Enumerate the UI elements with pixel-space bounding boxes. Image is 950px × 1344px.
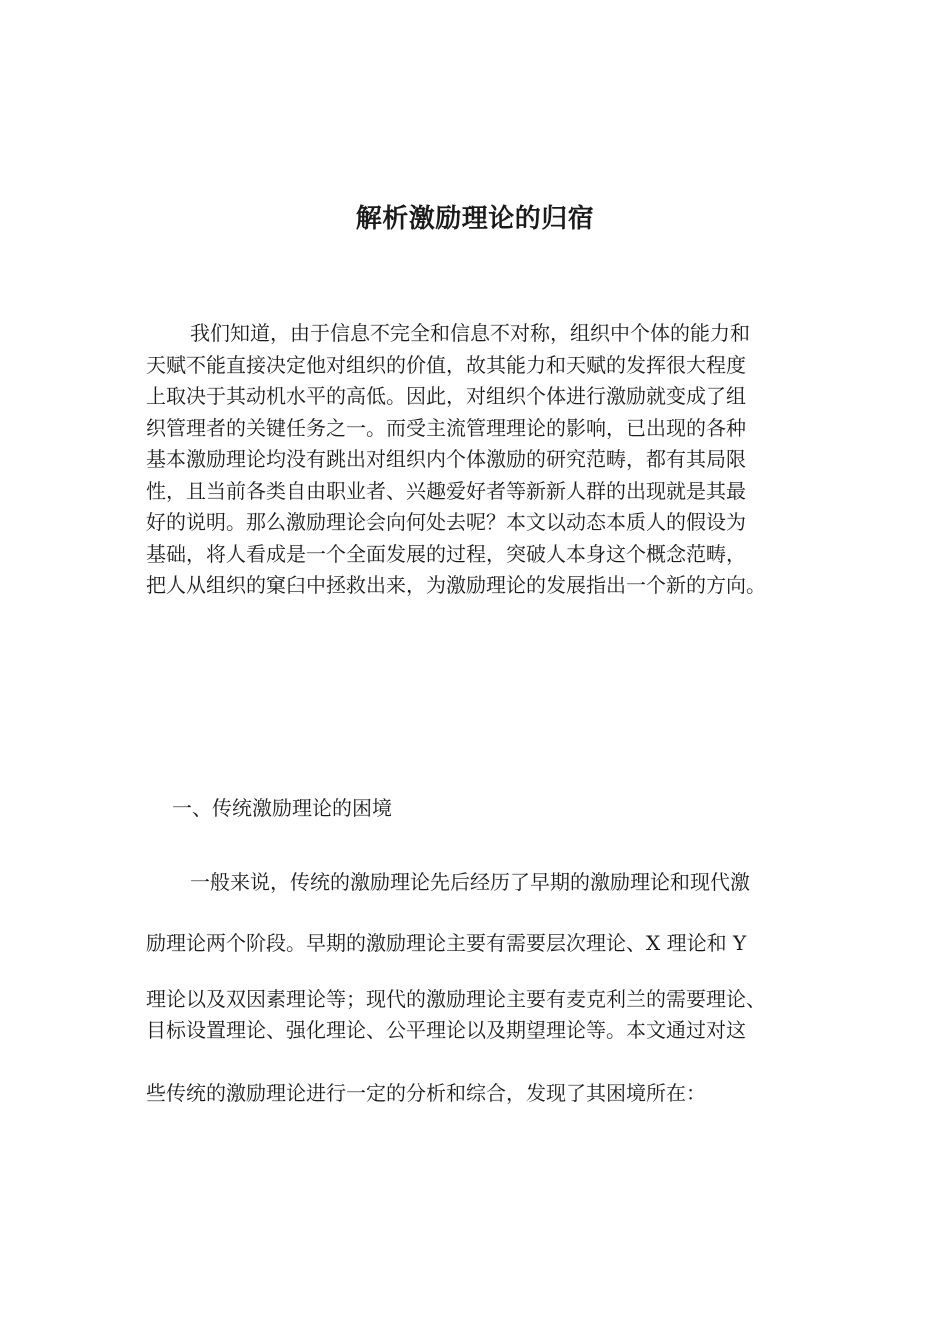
document-title: 解析激励理论的归宿 xyxy=(355,204,595,234)
section-heading: 一、传统激励理论的困境 xyxy=(172,796,392,820)
section-paragraph-line: 理论以及双因素理论等；现代的激励理论主要有麦克利兰的需要理论、 xyxy=(146,987,766,1011)
intro-line: 基础，将人看成是一个全面发展的过程，突破人本身这个概念范畴， xyxy=(146,541,746,566)
section-paragraph-line: 一般来说，传统的激励理论先后经历了早期的激励理论和现代激 xyxy=(190,870,750,894)
intro-line: 把人从组织的窠臼中拯救出来，为激励理论的发展指出一个新的方向。 xyxy=(146,573,766,597)
intro-line: 好的说明。那么激励理论会向何处去呢？本文以动态本质人的假设为 xyxy=(146,510,746,534)
intro-line: 性，且当前各类自由职业者、兴趣爱好者等新新人群的出现就是其最 xyxy=(146,478,746,503)
section-paragraph-line: 励理论两个阶段。早期的激励理论主要有需要层次理论、X 理论和 Y xyxy=(146,931,747,955)
intro-line: 织管理者的关键任务之一。而受主流管理理论的影响，已出现的各种 xyxy=(146,415,746,440)
intro-paragraph xyxy=(146,318,826,602)
intro-line: 我们知道，由于信息不完全和信息不对称，组织中个体的能力和 xyxy=(190,321,750,345)
intro-line: 基本激励理论均没有跳出对组织内个体激励的研究范畴，都有其局限 xyxy=(146,447,746,471)
intro-line: 天赋不能直接决定他对组织的价值，故其能力和天赋的发挥很大程度 xyxy=(146,352,746,377)
section-paragraph-line: 目标设置理论、强化理论、公平理论以及期望理论等。本文通过对这 xyxy=(146,1018,746,1042)
section-paragraph-line: 些传统的激励理论进行一定的分析和综合，发现了其困境所在： xyxy=(146,1081,706,1105)
intro-line: 上取决于其动机水平的高低。因此，对组织个体进行激励就变成了组 xyxy=(146,384,746,408)
